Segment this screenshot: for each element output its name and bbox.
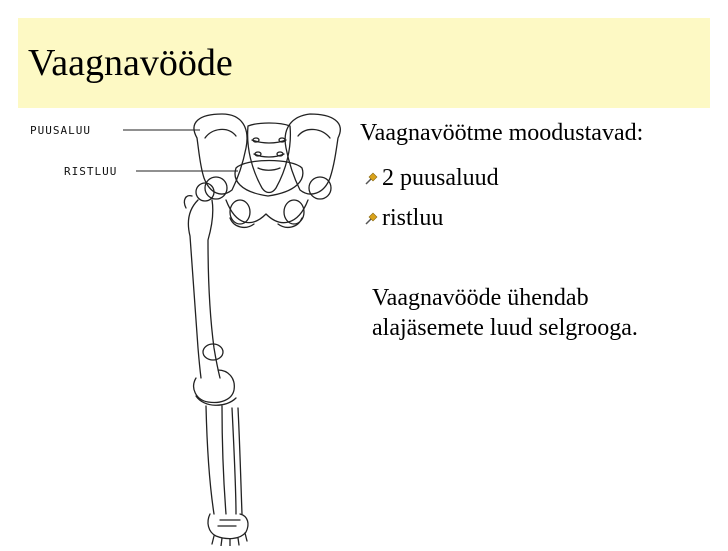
summary-line: alajäsemete luud selgrooga. — [372, 315, 638, 341]
tibia — [206, 406, 226, 514]
fibula — [232, 408, 242, 514]
femur — [188, 200, 220, 378]
label-sacrum: RISTLUU — [64, 165, 118, 178]
summary-line: Vaagnavööde ühendab — [372, 285, 589, 311]
right-ilium — [285, 114, 340, 194]
pin-bullet-icon — [364, 172, 378, 186]
bullet-text: 2 puusaluud — [382, 165, 499, 191]
intro-text: Vaagnavöötme moodustavad: — [360, 120, 644, 146]
label-hip-bone: PUUSALUU — [30, 124, 91, 137]
knee — [194, 370, 235, 403]
pelvis-leg-illustration — [0, 108, 360, 546]
bullet-item — [364, 205, 443, 232]
sacrum — [248, 123, 291, 193]
bullet-text: ristluu — [382, 205, 444, 231]
left-ilium — [194, 114, 247, 194]
bullet-item — [364, 165, 499, 192]
skeleton-drawing — [0, 108, 360, 546]
slide-title: Vaagnavööde — [28, 42, 233, 84]
summary-text — [372, 283, 638, 343]
pin-bullet-icon — [364, 212, 378, 226]
